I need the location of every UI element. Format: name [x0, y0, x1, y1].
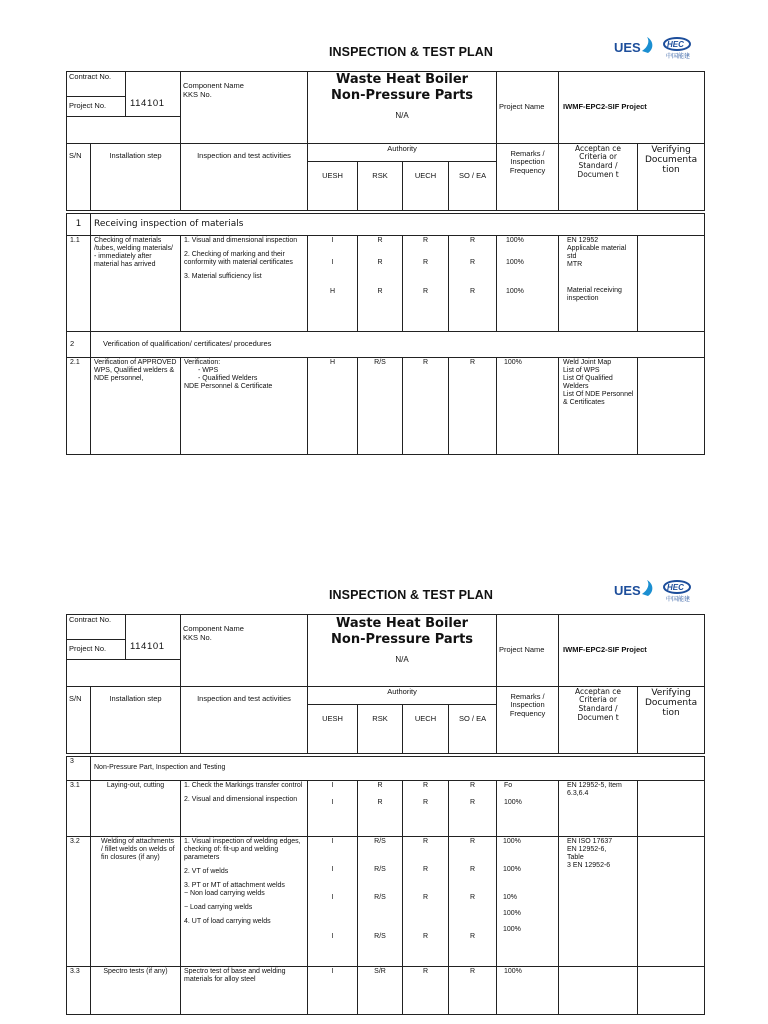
verifying-header: Verifying Documenta tion	[638, 143, 705, 210]
svg-text:中国能建: 中国能建	[666, 53, 691, 59]
project-no-label: Project No.	[67, 96, 126, 116]
inspection-activities-header: Inspection and test activities	[197, 693, 291, 703]
itp-body-table	[66, 213, 705, 455]
inspection-activities-header: Inspection and test activities	[197, 150, 291, 160]
itp-body-table	[66, 756, 705, 1015]
component-label: Component Name	[183, 81, 244, 90]
installation-step-header: Installation step	[91, 687, 181, 753]
project-no-label: Project No.	[67, 639, 126, 659]
kks-label: KKS No.	[183, 89, 212, 99]
na-value: N/A	[395, 655, 409, 665]
rsk-header: RSK	[358, 161, 403, 210]
contract-label: Contract No.	[67, 72, 126, 97]
authority-header: Authority	[308, 686, 497, 704]
table-row: 3.3 Spectro tests (if any) Spectro test of base and welding materials for alloy steel I S/R R R 100%	[67, 967, 705, 1015]
remarks-header: Remarks / Inspection Frequency	[497, 143, 559, 210]
table-row: 2.1 Verification of APPROVED WPS, Qualified welders & NDE personnel, Verification: - WPS - Qualified Welders NDE Personnel & Certificate H R/S R R 100% Weld Joint Map List of WPS List Of Qualified Welders List Of NDE Personnel & Certificates	[67, 358, 705, 455]
wave-icon	[642, 37, 652, 53]
table-row: 3.1 Laying-out, cutting 1. Check the Markings transfer control 2. Visual and dimensional inspection I I R R R R R R Fo 100% EN 12952-5, Item 6.3,6.4	[67, 781, 705, 837]
component-label: Component Name	[183, 624, 244, 633]
kks-label: KKS No.	[183, 632, 212, 642]
header-table	[66, 614, 705, 754]
company-logo	[614, 35, 704, 59]
na-value: N/A	[395, 111, 409, 121]
project-no-value: 114101	[130, 641, 165, 652]
wave-icon	[642, 580, 652, 596]
header-table	[66, 71, 705, 211]
contract-label: Contract No.	[67, 615, 126, 640]
soea-header: SO / EA	[449, 161, 497, 210]
component-title-cell: Waste Heat Boiler Non-Pressure Parts N/A	[308, 72, 497, 144]
page-title: INSPECTION & TEST PLAN	[328, 45, 494, 59]
uesh-header: UESH	[308, 704, 358, 753]
project-name-label: Project Name	[497, 615, 559, 687]
authority-header: Authority	[308, 143, 497, 161]
page-title: INSPECTION & TEST PLAN	[328, 588, 494, 602]
acceptance-header: Acceptan ce Criteria or Standard / Documen t	[559, 686, 638, 753]
sn-header: S/N	[67, 686, 91, 753]
svg-text:UES: UES	[614, 583, 641, 598]
remarks-header: Remarks / Inspection Frequency	[497, 686, 559, 753]
section-row: 3 Non-Pressure Part, Inspection and Testing	[67, 757, 705, 781]
table-row: 3.2 Welding of attachments / fillet welds on welds of fin closures (if any) 1. Visual inspection of welding edges, checking of: fit-up and welding parameters 2. VT of welds 3. PT or MT of attachment welds − Non load carrying welds − Load carrying welds 4. UT of load carrying welds I I I I R/S R/S R/S R/S R R R R R R R R 100% 100% 10% 100% 100% EN ISO 17637 EN 12952-6, Table 3 EN 12952-6	[67, 837, 705, 967]
soea-header: SO / EA	[449, 704, 497, 753]
ues-logo-text: UES	[614, 40, 641, 55]
svg-text:HEC: HEC	[667, 40, 684, 49]
rsk-header: RSK	[358, 704, 403, 753]
project-name-label: Project Name	[497, 72, 559, 144]
installation-step-header: Installation step	[91, 144, 181, 210]
svg-text:HEC: HEC	[667, 583, 684, 592]
component-title-cell: Waste Heat Boiler Non-Pressure Parts N/A	[308, 615, 497, 687]
project-no-value: 114101	[130, 98, 165, 109]
verifying-header: Verifying Documenta tion	[638, 686, 705, 753]
project-name-value: IWMF-EPC2-SIF Project	[559, 72, 705, 144]
table-row: 1.1 Checking of materials /tubes, welding materials/ - immediately after material has arrived 1. Visual and dimensional inspection 2. Checking of marking and their conformity with material certificates 3. Material sufficiency list I I H R R R R R R R R R 100% 100% 100% EN 12952 Applicable material std MTR Material receiving inspection	[67, 236, 705, 332]
acceptance-header: Acceptan ce Criteria or Standard / Documen t	[559, 143, 638, 210]
itp-page-1	[66, 40, 704, 460]
company-logo	[614, 578, 704, 602]
itp-page-2	[66, 583, 704, 1018]
uesh-header: UESH	[308, 161, 358, 210]
sn-header: S/N	[67, 143, 91, 210]
svg-text:中国能建: 中国能建	[666, 596, 691, 602]
section-row: 1 Receiving inspection of materials	[67, 214, 705, 236]
section-row: 2 Verification of qualification/ certificates/ procedures	[67, 332, 705, 358]
project-name-value: IWMF-EPC2-SIF Project	[559, 615, 705, 687]
uech-header: UECH	[403, 161, 449, 210]
uech-header: UECH	[403, 704, 449, 753]
